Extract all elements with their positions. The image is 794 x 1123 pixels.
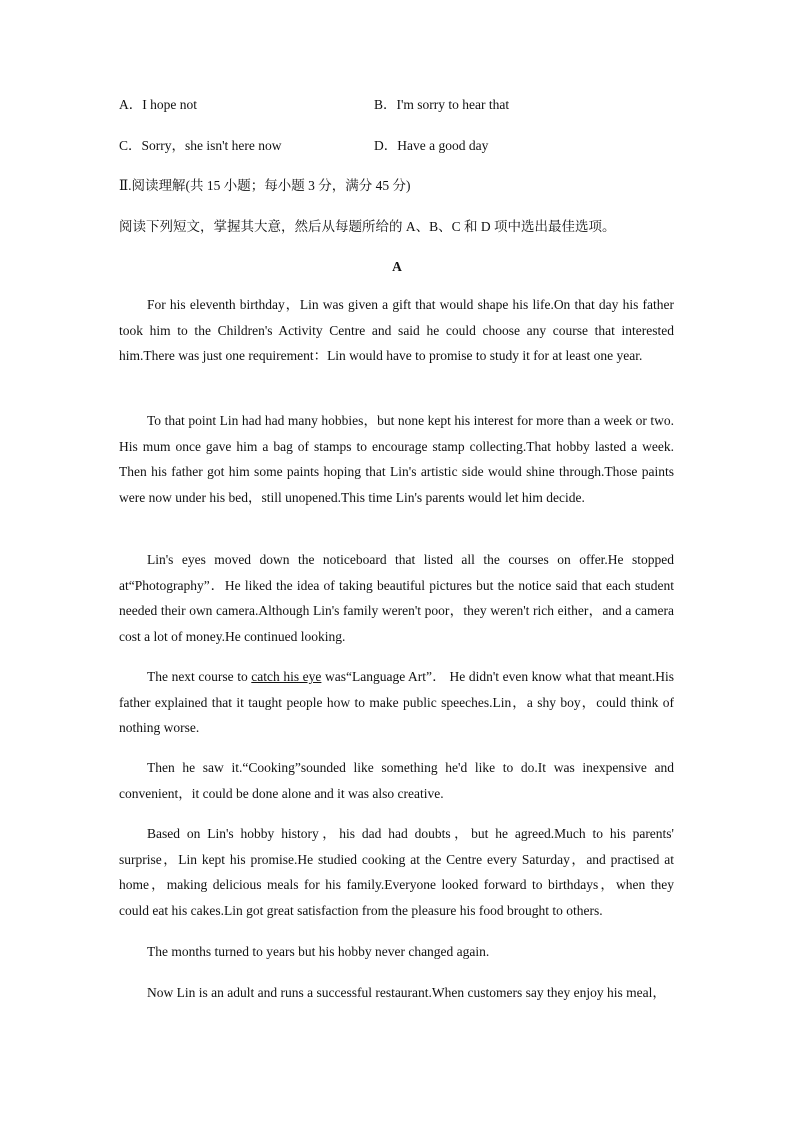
paragraph-5: Then he saw it.“Cooking”sounded like something he'd like to do.It was inexpensive and convenient，it could be done alone and it was also creative. bbox=[119, 760, 674, 801]
paragraph-2: To that point Lin had had many hobbies，but none kept his interest for more than a week or two. His mum once gave him a bag of stamps to encourage stamp collecting.That hobby lasted a week. Then his father got him some paints hoping that Lin's artistic side would shine through.Those paints were now under his bed，still unopened.This time Lin's parents would let him decide. bbox=[119, 413, 674, 505]
option-d: D．Have a good day bbox=[374, 138, 489, 153]
option-a: A．I hope not bbox=[119, 97, 197, 112]
paragraph-4-start: The next course to bbox=[147, 669, 252, 684]
paragraph-4-rest: was“Language Art”． He didn't even know what that meant.His father explained that it taught people how to make public speeches.Lin，a shy boy，could think of nothing worse. bbox=[119, 669, 674, 735]
paragraph-4 bbox=[119, 664, 674, 741]
underlined-phrase: catch his eye bbox=[251, 669, 322, 684]
paragraph-8: Now Lin is an adult and runs a successful restaurant.When customers say they enjoy his meal， bbox=[147, 985, 666, 1000]
passage-letter: A bbox=[392, 259, 402, 274]
section-title: Ⅱ.阅读理解(共 15 小题；每小题 3 分，满分 45 分) bbox=[119, 178, 411, 193]
option-b: B．I'm sorry to hear that bbox=[374, 97, 510, 112]
section-instruction: 阅读下列短文，掌握其大意，然后从每题所给的 A、B、C 和 D 项中选出最佳选项。 bbox=[119, 219, 616, 234]
option-c: C．Sorry，she isn't here now bbox=[119, 138, 282, 153]
paragraph-6: Based on Lin's hobby history，his dad had doubts，but he agreed.Much to his parents' surprise，Lin kept his promise.He studied cooking at the Centre every Saturday，and practised at home，making delicious meals for his family.Everyone looked forward to birthdays，when they could eat his cakes.Lin got great satisfaction from the pleasure his food brought to others. bbox=[119, 826, 674, 918]
paragraph-7: The months turned to years but his hobby never changed again. bbox=[147, 944, 490, 959]
paragraph-1: For his eleventh birthday，Lin was given a gift that would shape his life.On that day his father took him to the Children's Activity Centre and said he could choose any course that interested him.There was just one requirement：Lin would have to promise to study it for at least one year. bbox=[119, 297, 674, 363]
paragraph-3: Lin's eyes moved down the noticeboard that listed all the courses on offer.He stopped at“Photography”．He liked the idea of taking beautiful pictures but the notice said that each student needed their own camera.Although Lin's family weren't poor，they weren't rich either，and a camera cost a lot of money.He continued looking. bbox=[119, 552, 674, 644]
